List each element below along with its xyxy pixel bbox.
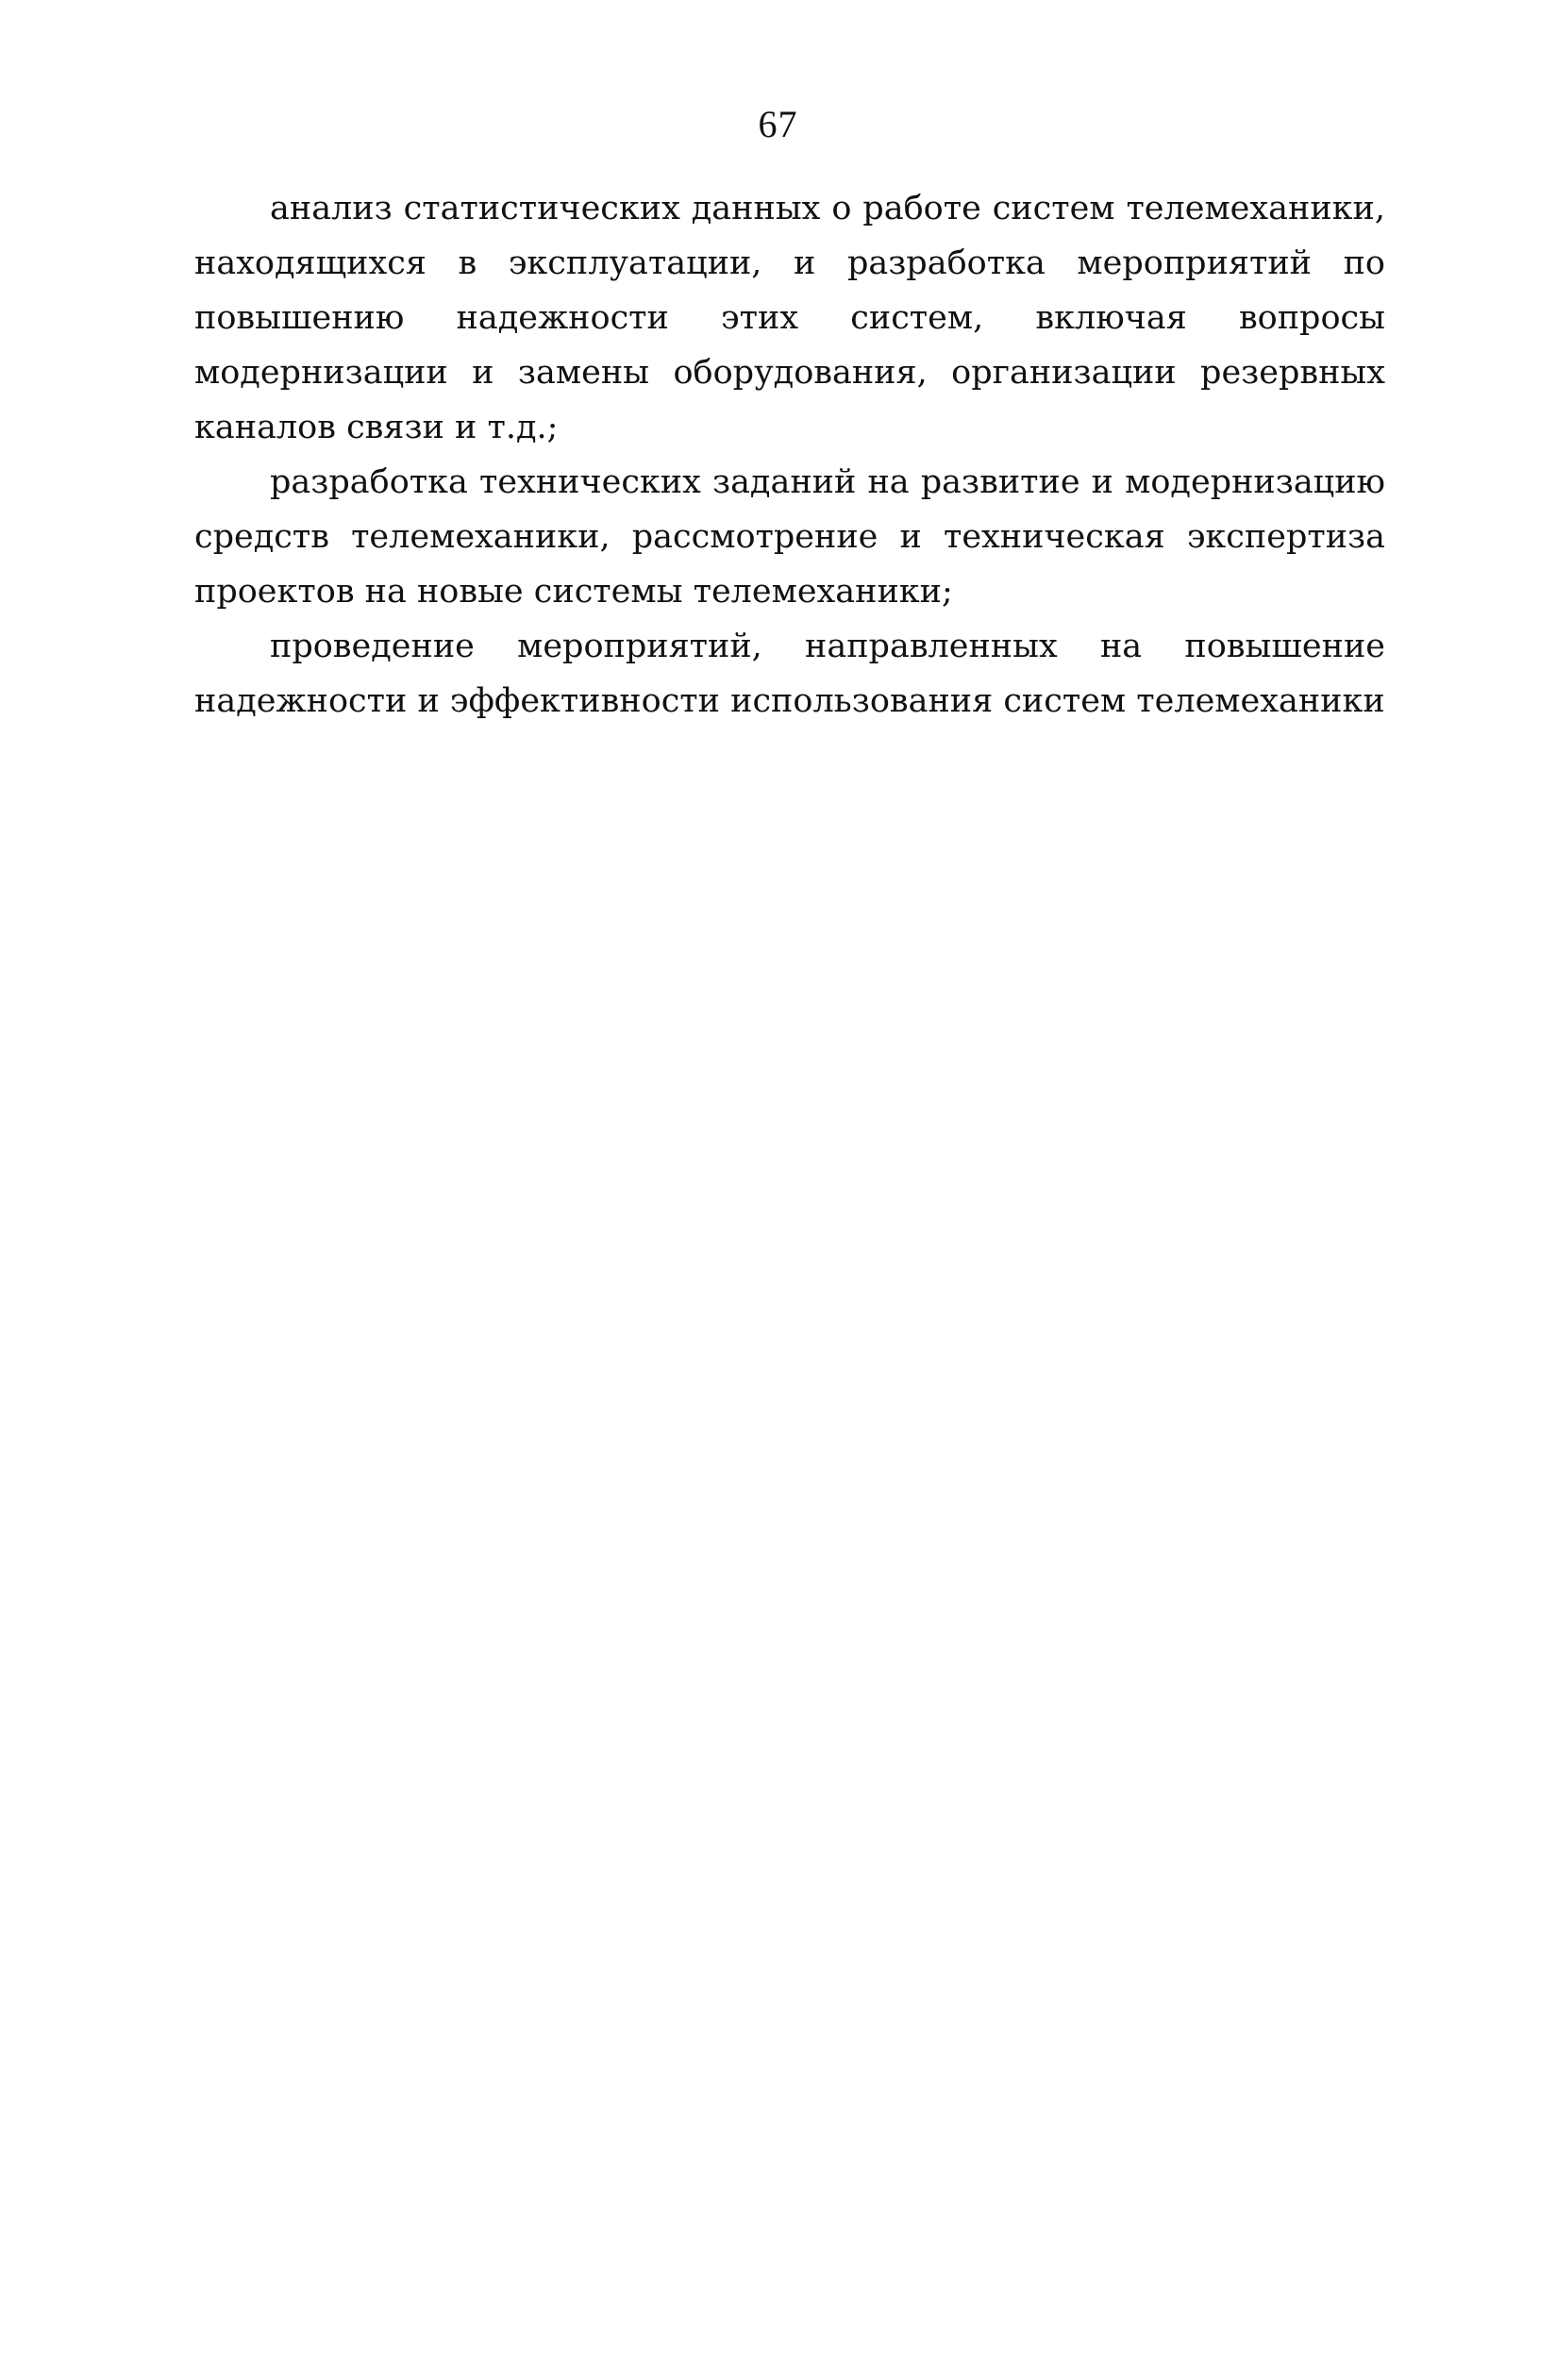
- paragraph-measures: проведение мероприятий, направленных на повышение надежности и эффективности использования систем телемеханики: [194, 628, 1385, 720]
- paragraph-analysis: анализ статистических данных о работе систем телемеханики, находящихся в эксплуатации, и разработка мероприятий по повышению надежности этих систем, включая вопросы модернизации и замены оборудования, организации резервных каналов связи и т.д.;: [194, 190, 1385, 446]
- body-text: [194, 181, 1385, 729]
- page-number: 67: [758, 103, 798, 145]
- paragraph-technical-specs: разработка технических заданий на развитие и модернизацию средств телемеханики, рассмотрение и техническая экспертиза проектов на новые системы телемеханики;: [194, 463, 1385, 611]
